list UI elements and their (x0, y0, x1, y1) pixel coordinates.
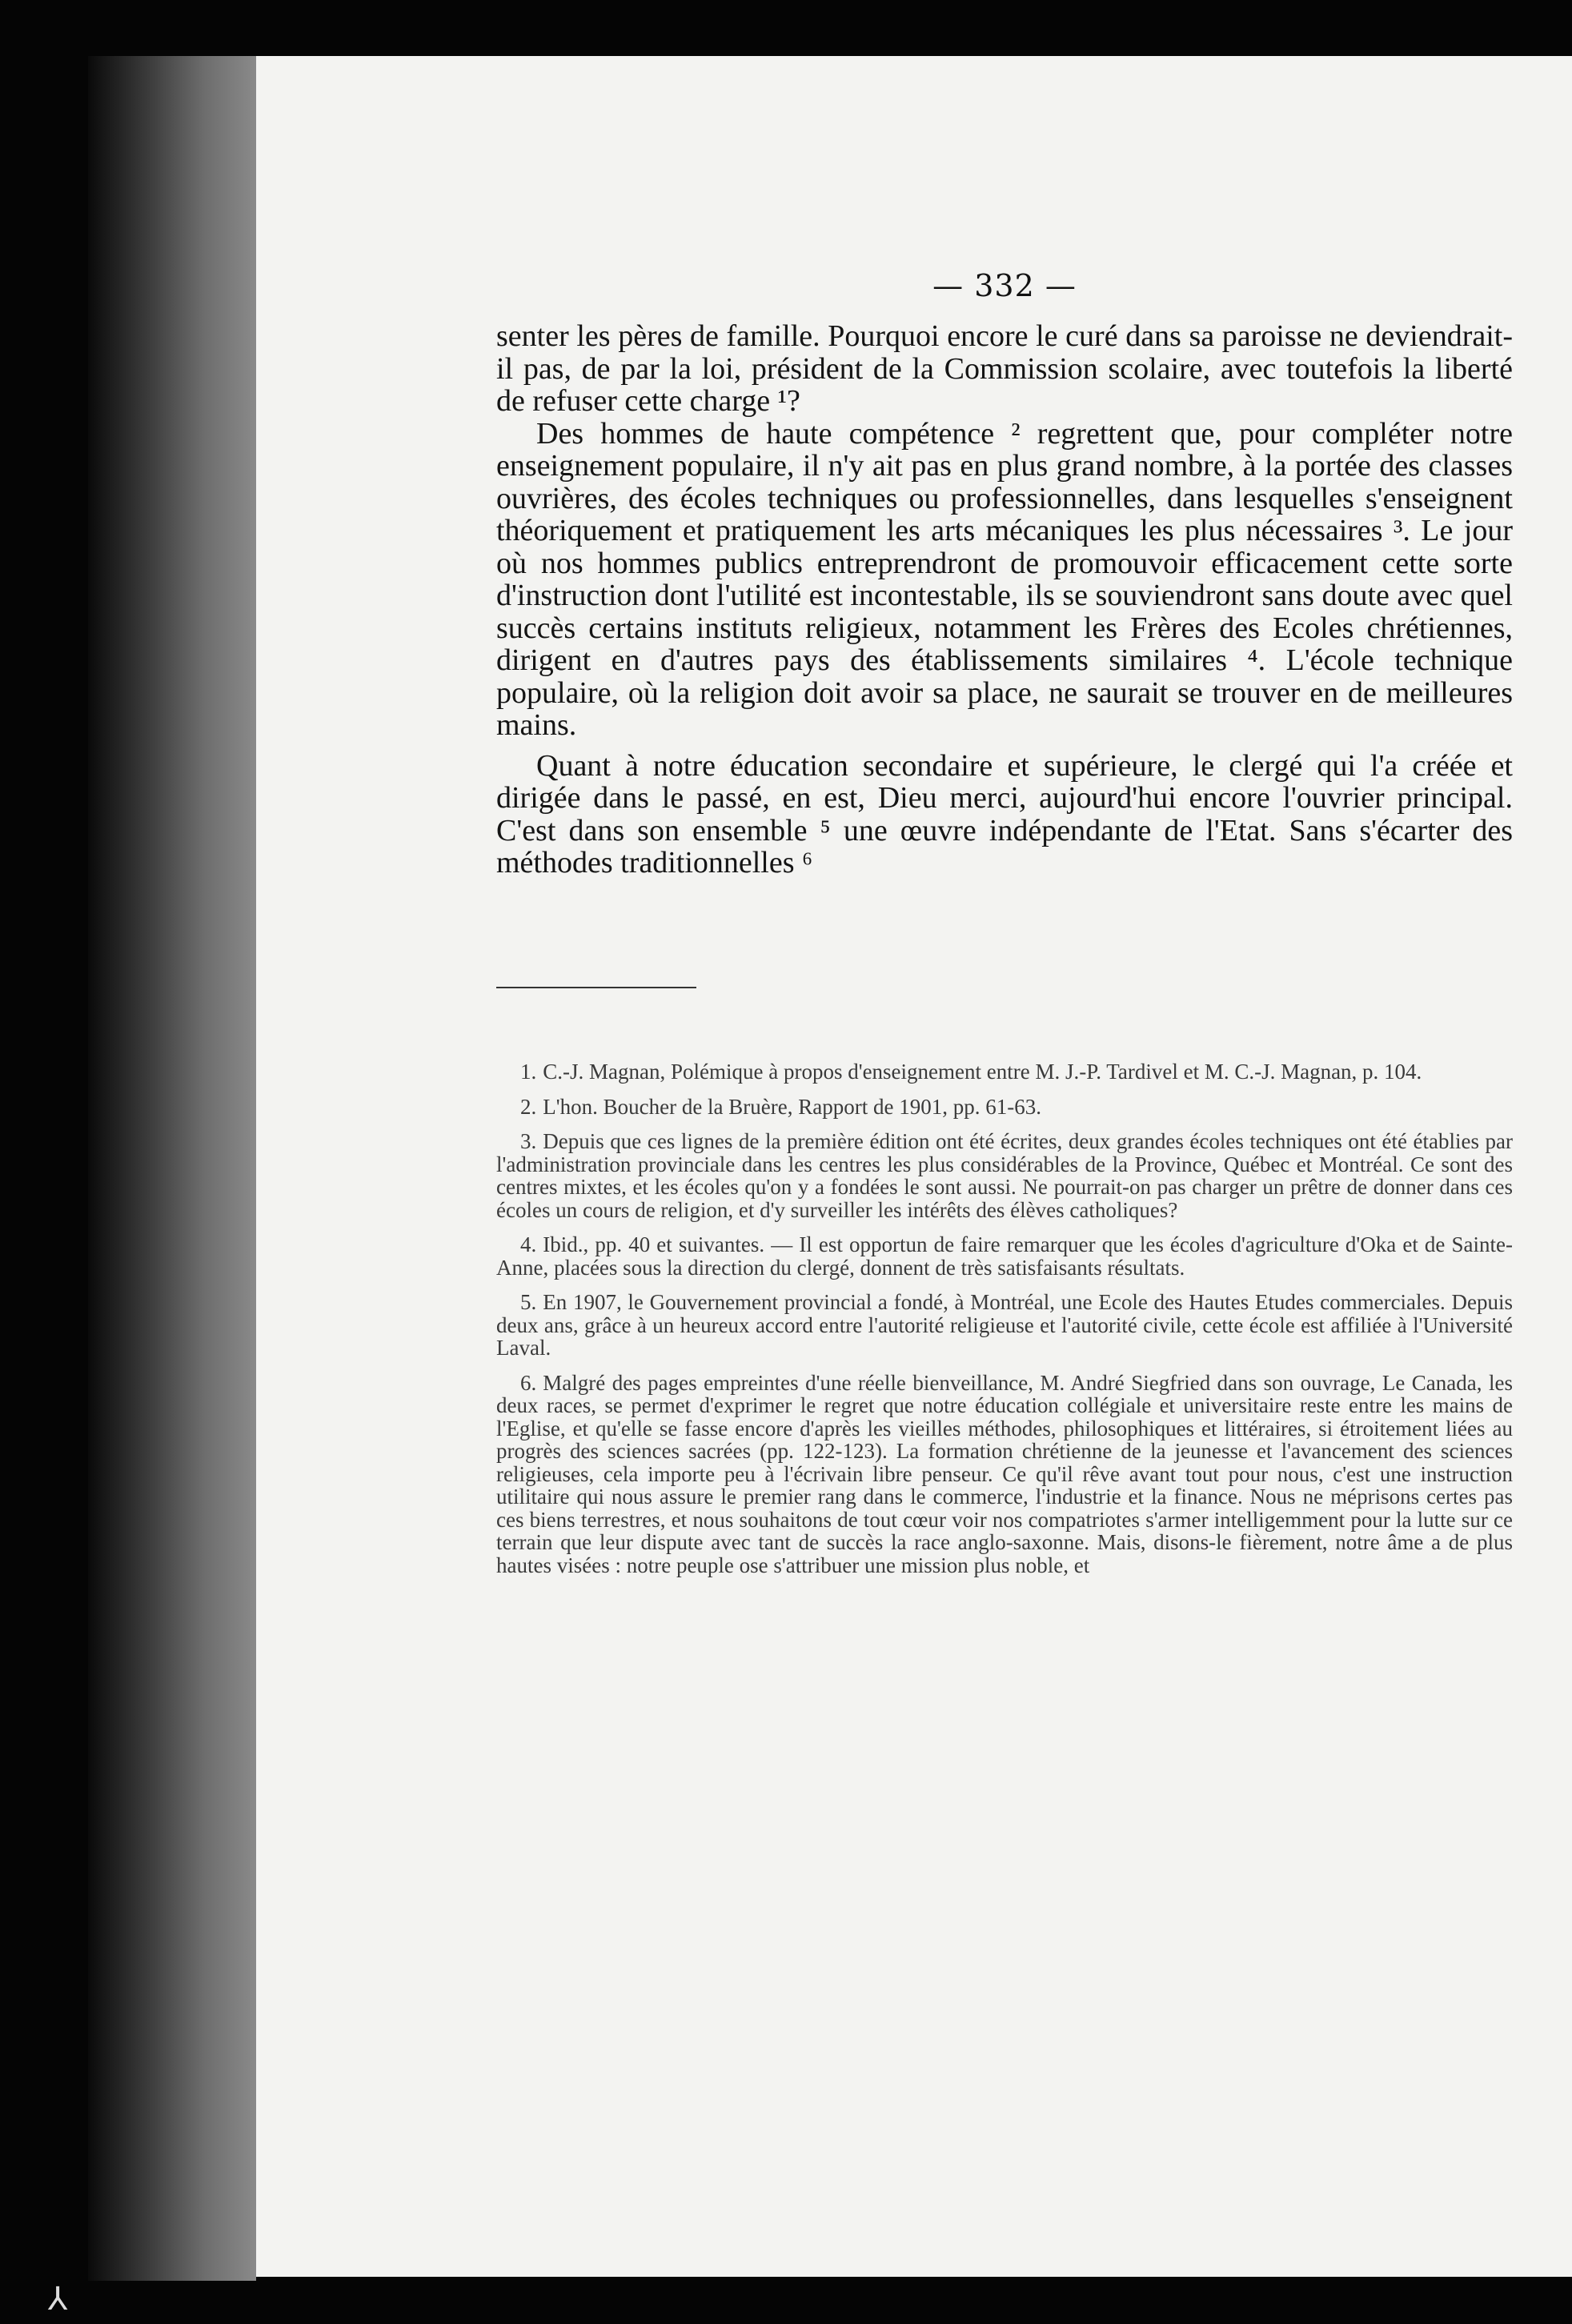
footnote-5 (496, 1291, 1513, 1360)
footnote-text: Depuis que ces lignes de la première édition ont été écrites, deux grandes écoles techniques ont été établies par l'administration provinciale dans les centres les plus considérables de la Province, Québec et Montréal. Ce sont des centres mixtes, et les écoles qu'on y a fondées le sont aussi. Ne pourrait-on pas charger un prêtre de donner dans ces écoles un cours de religion, et d'y surveiller les intérêts des élèves catholiques? (496, 1129, 1513, 1222)
paragraph-2: Des hommes de haute compétence ² regrettent que, pour compléter notre enseignement populaire, il n'y ait pas en plus grand nombre, à la portée des classes ouvrières, des écoles techniques ou professionnelles, dans lesquelles s'enseignent théoriquement et pratiquement les arts mécaniques les plus nécessaires ³. Le jour où nos hommes publics entreprendront de promouvoir efficacement cette sorte d'instruction dont l'utilité est incontestable, ils se souviendront sans doute avec quel succès certains instituts religieux, notamment les Frères des Ecoles chrétiennes, dirigent en d'autres pays des établissements similaires ⁴. L'école technique populaire, où la religion doit avoir sa place, ne saurait se trouver en de meilleures mains. (496, 416, 1513, 742)
page-number: — 332 — (932, 268, 1077, 303)
paragraph-1: senter les pères de famille. Pourquoi encore le curé dans sa paroisse ne deviendrait-il pas, de par la loi, président de la Commission scolaire, avec toutefois la liberté de refuser cette charge ¹? (496, 319, 1513, 418)
footnote-separator (496, 987, 696, 988)
footnote-text: En 1907, le Gouvernement provincial a fondé, à Montréal, une Ecole des Hautes Etudes commerciales. Depuis deux ans, grâce à un heureux accord entre l'autorité religieuse et l'autorité civile, cette école est affiliée à l'Université Laval. (496, 1290, 1513, 1360)
main-text (496, 320, 1513, 880)
scanned-page (256, 56, 1572, 2277)
footnote-1 (496, 1060, 1513, 1084)
footnote-number: 1. (520, 1060, 537, 1084)
film-mark-icon: ⅄ (48, 2281, 68, 2318)
footnote-6 (496, 1372, 1513, 1577)
book-spine-shadow (88, 56, 256, 2281)
footnote-number: 2. (520, 1094, 537, 1119)
footnotes (496, 1060, 1513, 1589)
footnote-4 (496, 1233, 1513, 1279)
paragraph-3: Quant à notre éducation secondaire et supérieure, le clergé qui l'a créée et dirigée dans le passé, en est, Dieu merci, aujourd'hui encore l'ouvrier principal. C'est dans son ensemble ⁵ une œuvre indépendante de l'Etat. Sans s'écarter des méthodes traditionnelles ⁶ (496, 748, 1513, 880)
footnote-number: 6. (520, 1370, 537, 1395)
footnote-text: Ibid., pp. 40 et suivantes. — Il est opportun de faire remarquer que les écoles d'agriculture d'Oka et de Sainte-Anne, placées sous la direction du clergé, donnent de très satisfaisants résultats. (496, 1232, 1513, 1280)
footnote-number: 5. (520, 1290, 537, 1314)
footnote-3 (496, 1130, 1513, 1221)
footnote-text: Malgré des pages empreintes d'une réelle bienveillance, M. André Siegfried dans son ouvrage, Le Canada, les deux races, se permet d'exprimer le regret que notre éducation collégiale et universitaire reste entre les mains de l'Eglise, et qu'elle se fasse encore d'après les vieilles méthodes, philosophiques et littéraires, si étroitement liées au progrès des sciences sacrées (pp. 122-123). La formation chrétienne de la jeunesse et l'avancement des sciences religieuses, cela importe peu à l'écrivain libre penseur. Ce qu'il rêve avant tout pour nous, c'est une instruction utilitaire qui nous assure le premier rang dans le commerce, l'industrie et la finance. Nous ne méprisons certes pas ces biens terrestres, et nous souhaitons de tout cœur voir nos compatriotes s'armer intelligemment pour la lutte sur ce terrain que leur dispute avec tant de succès la race anglo-saxonne. Mais, disons-le fièrement, notre âme a de plus hautes visées : notre peuple ose s'attribuer une mission plus noble, et (496, 1370, 1513, 1577)
footnote-number: 3. (520, 1129, 537, 1153)
footnote-text: C.-J. Magnan, Polémique à propos d'enseignement entre M. J.-P. Tardivel et M. C.-J. Magnan, p. 104. (543, 1060, 1422, 1084)
footnote-text: L'hon. Boucher de la Bruère, Rapport de 1901, pp. 61-63. (543, 1094, 1041, 1119)
footnote-2 (496, 1096, 1513, 1119)
footnote-number: 4. (520, 1232, 537, 1256)
